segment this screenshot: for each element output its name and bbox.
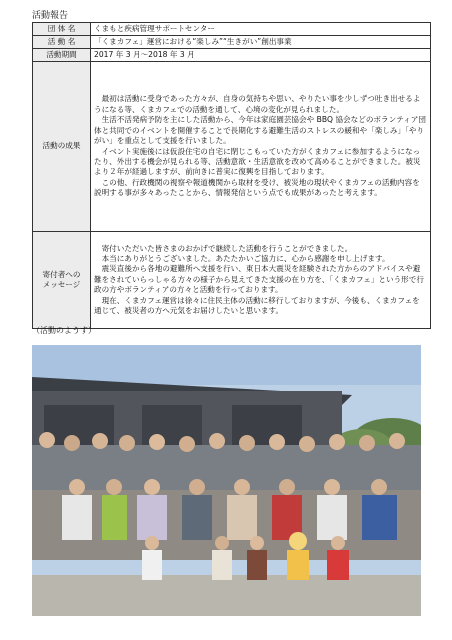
message-paragraph: 本当にありがとうございました。あたたかいご協力に、心から感謝を申し上げます。 — [101, 253, 390, 263]
message-label-line: メッセージ — [42, 280, 81, 289]
message-paragraph: 現在、くまカフェ運営は徐々に住民主体の活動に移行しておりますが、今後も、くまカフェを通じて、被災者の方へ元気をお届けしたいと思います。 — [94, 295, 420, 316]
activity-row — [33, 36, 431, 49]
period-label: 活動期間 — [33, 49, 91, 62]
activity-label: 活 動 名 — [33, 36, 91, 49]
photo-caption: （活動のようす） — [32, 326, 96, 335]
report-table — [32, 22, 431, 329]
activity-value: 「くまカフェ」運営における“楽しみ”“生きがい”創出事業 — [91, 36, 431, 49]
org-label: 団 体 名 — [33, 23, 91, 36]
org-value: くまもと疾病管理サポートセンター — [91, 23, 431, 36]
results-body — [91, 62, 431, 232]
results-paragraph: 生活不活発病予防を主にした活動から、今年は家庭園芸協会や BBQ 協会などのボランティア団体と共同でのイベントを開催することで長期化する避難生活のストレスの緩和や「楽しみ」「やりがい」を重点として支援を行いました。 — [94, 115, 426, 146]
message-paragraph: 寄付いただいた皆さまのおかげで継続した活動を行うことができました。 — [101, 243, 353, 253]
group-photo-illustration — [32, 345, 421, 616]
results-label: 活動の成果 — [33, 62, 91, 232]
report-heading: 活動報告 — [32, 11, 69, 21]
results-row — [33, 62, 431, 232]
message-row — [33, 232, 431, 329]
message-paragraph: 震災直後から各地の避難所へ支援を行い、東日本大震災を経験された方からのアドバイスや避難をされていらっしゃる方々の様子から見えてきた支援の在り方を、「くまカフェ」という形で行政の方やボランティアの方々と活動を行っております。 — [94, 264, 424, 295]
results-paragraph: イベント実施後には仮設住宅の自宅に閉じこもっていた方がくまカフェに参加するようになったり、外出する機会が見られる等、活動意欲・生活意欲を改めて高めることができました。被災より２年が経過しますが、前向きに普実に復興を目指しております。 — [94, 146, 421, 177]
message-label-line: 寄付者への — [42, 269, 81, 279]
period-value: 2017 年 3 月～2018 年 3 月 — [91, 49, 431, 62]
message-label — [33, 232, 91, 329]
message-body — [91, 232, 431, 329]
org-row — [33, 23, 431, 36]
results-paragraph: この他、行政機関の視察や報道機関から取材を受け、被災地の現状やくまカフェの活動内容を説明する事が多々あったことから、情報発信という点でも成果があったと考えます。 — [94, 177, 420, 198]
results-paragraph: 最初は活動に受身であった方々が、自身の気持ちや思い、やりたい事を少しずつ吐き出せるようになる等、くまカフェでの活動を通して、心境の変化が見られました。 — [94, 94, 421, 114]
period-row — [33, 49, 431, 62]
activity-photo — [32, 345, 421, 616]
